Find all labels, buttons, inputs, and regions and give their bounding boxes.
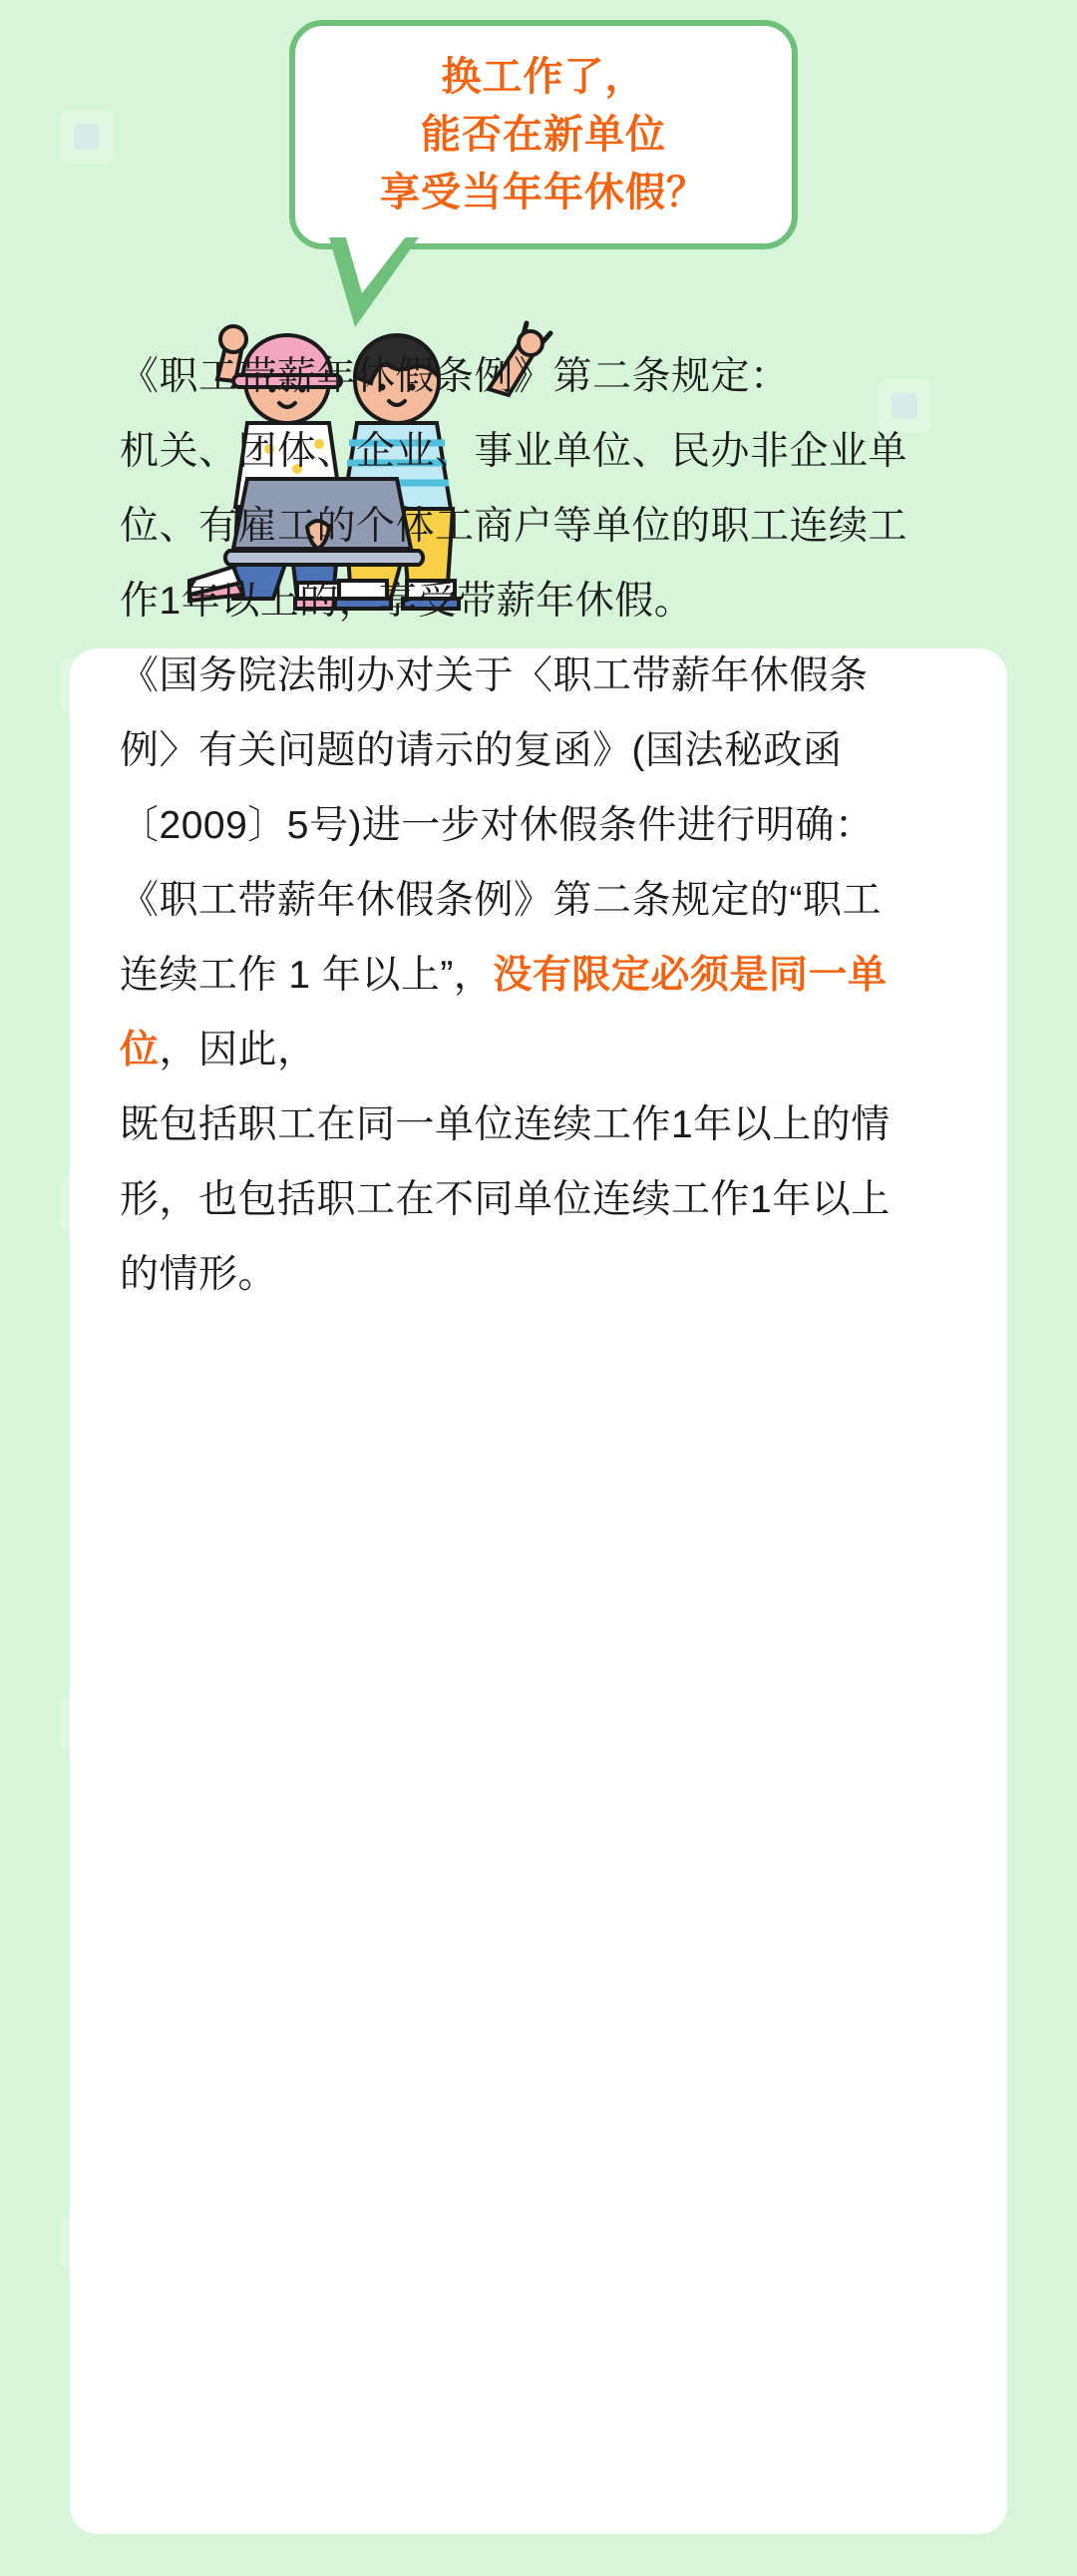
paragraph-5: 既包括职工在同一单位连续工作1年以上的情形，也包括职工在不同单位连续工作1年以上的情形。 (120, 1103, 891, 1296)
speech-bubble-tail-inner (344, 231, 410, 293)
bubble-line-1: 换工作了， (441, 55, 646, 99)
article-body (120, 339, 907, 1312)
bubble-line-2: 能否在新单位 (421, 113, 666, 157)
paragraph-4 (120, 863, 907, 1087)
watermark-logo (60, 110, 114, 164)
paragraph-1: 《职工带薪年休假条例》第二条规定： (120, 355, 790, 398)
paragraph-2: 机关、团体、企业、事业单位、民办非企业单位、有雇工的个体工商户等单位的职工连续工作1年以上的，享受带薪年休假。 (120, 430, 908, 623)
bubble-line-3: 享受当年年休假？ (380, 171, 707, 215)
paragraph-3: 《国务院法制办对关于〈职工带薪年休假条例〉有关问题的请示的复函》(国法秘政函〔2009〕5号)进一步对休假条件进行明确： (120, 654, 875, 847)
speech-bubble (289, 20, 798, 249)
highlighted-clause: 没有限定必须是同一单位 (120, 954, 888, 1072)
paragraph-4-tail: ，因此， (159, 1029, 317, 1072)
paragraph-4-lead: 《职工带薪年休假条例》第二条规定的“职工连续工作 1 年以上”， (120, 879, 882, 997)
